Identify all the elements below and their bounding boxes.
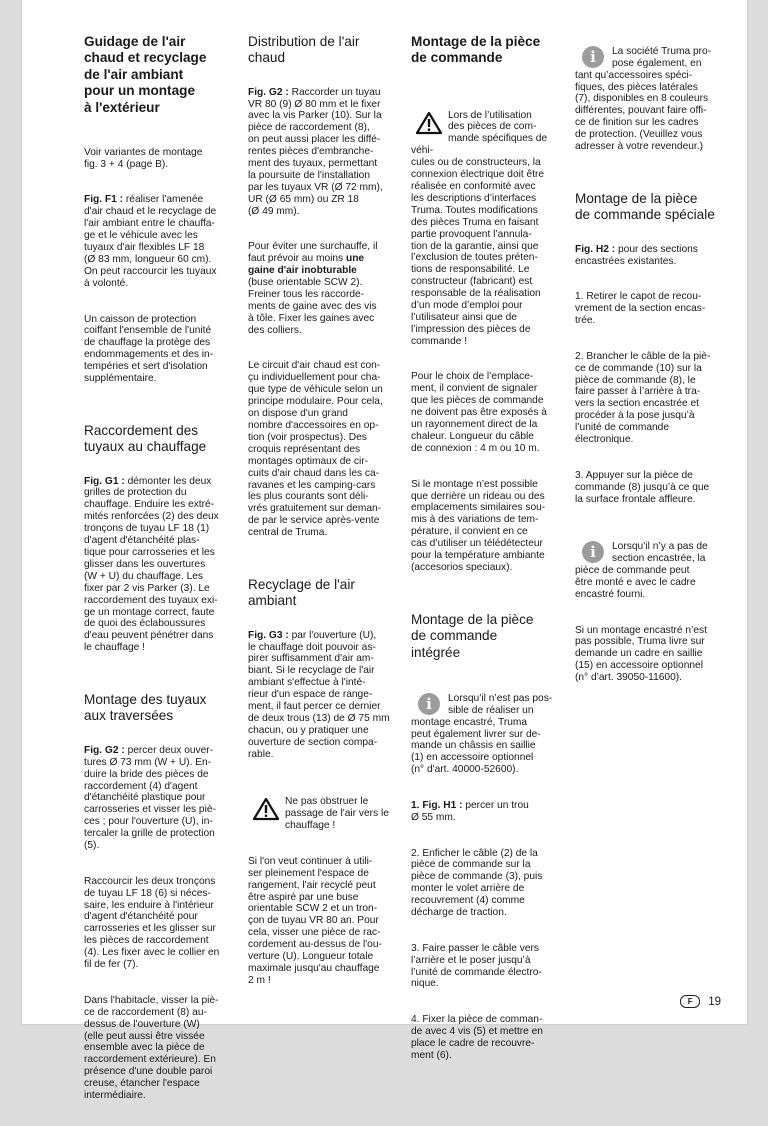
intro-text: Voir variantes de montage fig. 3 + 4 (page B).: [84, 146, 203, 170]
interior-paragraph: Dans l'habitacle, visser la piè- ce de raccordement (8) au- dessus de l'ouverture (W) (elle peut aussi être vissée ensemble avec la pièce de raccordement extérieure). En présence d'une double paroi creuse, étancher l'espace intermédiaire.: [84, 994, 219, 1102]
curtain-paragraph: Si le montage n’est possible que derrière un rideau ou des emplacements similaires sou- mis à des variations de tem- pérature, il convient en ce cas d’utiliser un télédétecteur pour la température ambiante (accesorios speciaux).: [411, 478, 546, 573]
info-text: La société Truma pro- pose également, en tant qu’accessoires spéci- fiques, des pièces latérales (7), disponibles en 8 couleurs différentes, pouvant faire offi- ce de finition sur les cadres de protection. (Veuillez vous adresser à votre revendeur.): [575, 45, 712, 153]
info-circle-icon: i: [582, 46, 604, 68]
page-number: 19: [708, 995, 721, 1008]
step-1: 1. Retirer le capot de recou- vrement de la section encas- trée.: [575, 291, 706, 327]
overheat-paragraph: [248, 241, 406, 336]
circuit-paragraph: Le circuit d'air chaud est con- çu individuellement pour cha- que type de véhicule selon un principe modulaire. Pour cela, on dispose d'un grand nombre d'accessoires en op- tion (voir prospectus). Des croquis représentant des montages optimaux de cir- cuits d'air chaud dans les ca- ravanes et les camping-cars les plus courants sont déli- vrés gratuitement sur deman- de par le service après-vente central de Truma.: [248, 360, 383, 539]
shorten-paragraph: Raccourcir les deux tronçons de tuyau LF 18 (6) si néces- saire, les enduire à l'intérieur d'agent d'étanchéité pour carrosseries et les glisser sur les pièces de raccordement (4). Les fixer avec le collier en fil de fer (7).: [84, 875, 220, 971]
fig-g2-paragraph: [84, 745, 242, 852]
heading-integrated: Montage de la pièce de commande intégrée: [411, 611, 534, 660]
info-notice: [575, 34, 745, 153]
paragraph-text: Raccorder un tuyau VR 80 (9) Ø 80 mm et le fixer avec la vis Parker (10). Sur la pièce de raccordement (8), on peut aussi placer les diffé- rentes pièces d'embranche- ment des tuyaux, permettant la poursuite de l'installation par les tuyaux VR (Ø 72 mm), UR (Ø 65 mm) ou ZR 18 (Ø 49 mm).: [248, 86, 383, 217]
paragraph-text: démonter les deux grilles de protection du chauffage. Enduire les extré- mités renforcées (2) des deux tronçons de tuyau LF 18 (1) d'agent d'étanchéité plas- tique pour carrosseries et les glisser dans les ouvertures (W + U) du chauffage. Les fixer par 2 vis Parker (3). Le raccordement des tuyaux exi- ge un montage correct, faute de quoi des éclaboussures d'eau peuvent pénétrer dans le chauffage !: [84, 475, 219, 654]
info-notice: [411, 681, 569, 776]
column-2: [248, 22, 406, 1011]
warning-triangle-icon: [253, 797, 279, 821]
warning-text: Lors de l’utilisation des pièces de com- mande spécifiques de véhi- cules ou de constructeurs, la connexion électrique doit être réalisée en conformité avec les descriptions d’interfaces Truma. Toutes modifications des pièces Truma en faisant partie provoquent l’annula- tion de la garantie, ainsi que l’exclusion de toutes préten- tions de responsabilité. Le constructeur (fabricant) est responsable de la réalisation d’un mode d’emploi pour l’utilisateur ainsi que de l’impression des pièces de commande !: [411, 109, 548, 347]
column-3: [411, 22, 569, 1086]
paragraph-text: pour des sections encastrées existantes.: [575, 243, 698, 267]
info-notice: [575, 529, 745, 600]
heading-passages: Montage des tuyaux aux traversées: [84, 692, 207, 724]
column-1: [84, 22, 242, 1126]
page-footer: [680, 995, 721, 1008]
heading-connection: Raccordement des tuyaux au chauffage: [84, 422, 207, 455]
heading-special: Montage de la pièce de commande spéciale: [575, 190, 715, 223]
surface-frame-paragraph: Si un montage encastré n’est pas possible, Truma livre sur demande un cadre en saillie (15) en accessoire optionnel (n° d’art. 39050-11600).: [575, 624, 707, 684]
info-text: Lorsqu’il n’y a pas de section encastrée, la pièce de commande peut être monté e avec le cadre encastré fourni.: [575, 541, 708, 600]
step-2: 2. Enficher le câble (2) de la pièce de commande sur la pièce de commande (3), puis monter le volet arrière de recouvrement (4) comme décharge de traction.: [411, 847, 543, 919]
warning-triangle-icon: [416, 111, 442, 135]
fig-f1-paragraph: [84, 194, 242, 289]
paragraph-text: (buse orientable SCW 2). Freiner tous les raccorde- ments de gaine avec des vis à tôle. Fixer les gaines avec des colliers.: [248, 277, 377, 336]
info-text: Lorsqu’il n’est pas pos- sible de réaliser un montage encastré, Truma peut également livrer sur de- mande un châssis en saillie (1) en accessoire optionnel (n° d'art. 40000-52600).: [411, 692, 553, 776]
step-2: 2. Brancher le câble de la piè- ce de commande (10) sur la pièce de commande (8), le faire passer à l’arrière à tra- vers la section encastrée et procéder à la pose jusqu’à l’unité de commande électronique.: [575, 350, 711, 446]
fig-h2-paragraph: [575, 244, 745, 268]
paragraph-text: par l'ouverture (U), le chauffage doit pouvoir as- pirer suffisamment d'air am- biant. Si le recyclage de l'air ambiant s'effectue à l'inté- rieur d'un espace de range- ment, il faut percer ce dernier de deux trous (13) de Ø 75 mm chacun, ou y pratiquer une ouverture de section compa- rable.: [248, 629, 390, 760]
paragraph-text: percer deux ouver- tures Ø 73 mm (W + U). En- duire la bride des pièces de raccordement (4) d'agent d'étanchéité plastique pour carrosseries et visser les piè- ces ; pour l'ouverture (U), in- tercaler la grille de protection (5).: [84, 744, 216, 852]
language-badge: F: [680, 995, 700, 1008]
fig-g3-paragraph: [248, 630, 406, 761]
step-3: 3. Faire passer le câble vers l’arrière et le poser jusqu’à l’unité de commande électro- nique.: [411, 942, 542, 990]
fig-label: Fig. G3 :: [248, 629, 289, 641]
step-4: 4. Fixer la pièce de comman- de avec 4 vis (5) et mettre en place le cadre de recouvre- ment (6).: [411, 1014, 543, 1061]
protection-paragraph: Un caisson de protection coiffant l'ensemble de l'unité de chauffage la protège des endommagements et des in- tempéries et sert d'isolation supplémentaire.: [84, 313, 214, 385]
fig-label: Fig. H2 :: [575, 243, 616, 255]
column-4: [575, 22, 745, 708]
warning-notice: [411, 98, 569, 348]
location-paragraph: Pour le choix de l’emplace- ment, il convient de signaler que les pièces de commande ne doivent pas être exposés à un rayonnement direct de la chaleur. Longueur du câble de connexion : 4 m ou 10 m.: [411, 371, 547, 454]
fig-g1-paragraph: [84, 476, 242, 655]
warning-notice: [248, 784, 406, 832]
step-1: [411, 800, 569, 824]
info-circle-icon: i: [418, 693, 440, 715]
step-3: 3. Appuyer sur la pièce de commande (8) jusqu’à ce que la surface frontale affleure.: [575, 469, 710, 505]
emphasis: une gaine d'air inobturable: [248, 253, 365, 277]
paragraph-text: Pour éviter une surchauffe, il faut prévoir au moins: [248, 241, 378, 265]
continue-paragraph: Si l'on veut continuer à utili- ser pleinement l'espace de rangement, l'air recyclé peut être aspiré par une buse orientable SCW 2 et un tron- çon de tuyau VR 80 an. Pour cela, visser une pièce de rac- cordement au-dessus de l'ou- verture (U). Longueur totale maximale jusqu'au chauffage 2 m !: [248, 855, 382, 986]
manual-page: [22, 0, 747, 1102]
paragraph-text: réaliser l'amenée d'air chaud et le recyclage de l'air ambiant entre le chauffa- ge et le véhicule avec les tuyaux d'air flexibles LF 18 (Ø 83 mm, longueur 60 cm). On peut raccourcir les tuyaux à volonté.: [84, 194, 217, 289]
step-label: 1. Fig. H1 :: [411, 799, 463, 811]
fig-label: Fig. G2 :: [248, 86, 289, 98]
fig-label: Fig. G1 :: [84, 475, 125, 487]
section-title-hot-air-guidance: Guidage de l'air chaud et recyclage de l'air ambiant pour un montage à l'extérieur: [84, 33, 207, 115]
fig-label: Fig. F1 :: [84, 194, 124, 206]
warning-text: Ne pas obstruer le passage de l'air vers le chauffage !: [285, 796, 389, 832]
paragraph-text: percer un trou Ø 55 mm.: [411, 799, 529, 823]
heading-recycling: Recyclage de l'air ambiant: [248, 576, 355, 609]
info-circle-icon: i: [582, 541, 604, 563]
fig-g2-distribution-paragraph: [248, 87, 406, 218]
section-title-control-panel: Montage de la pièce de commande: [411, 33, 541, 66]
heading-distribution: Distribution de l'air chaud: [248, 33, 360, 66]
fig-label: Fig. G2 :: [84, 744, 125, 756]
